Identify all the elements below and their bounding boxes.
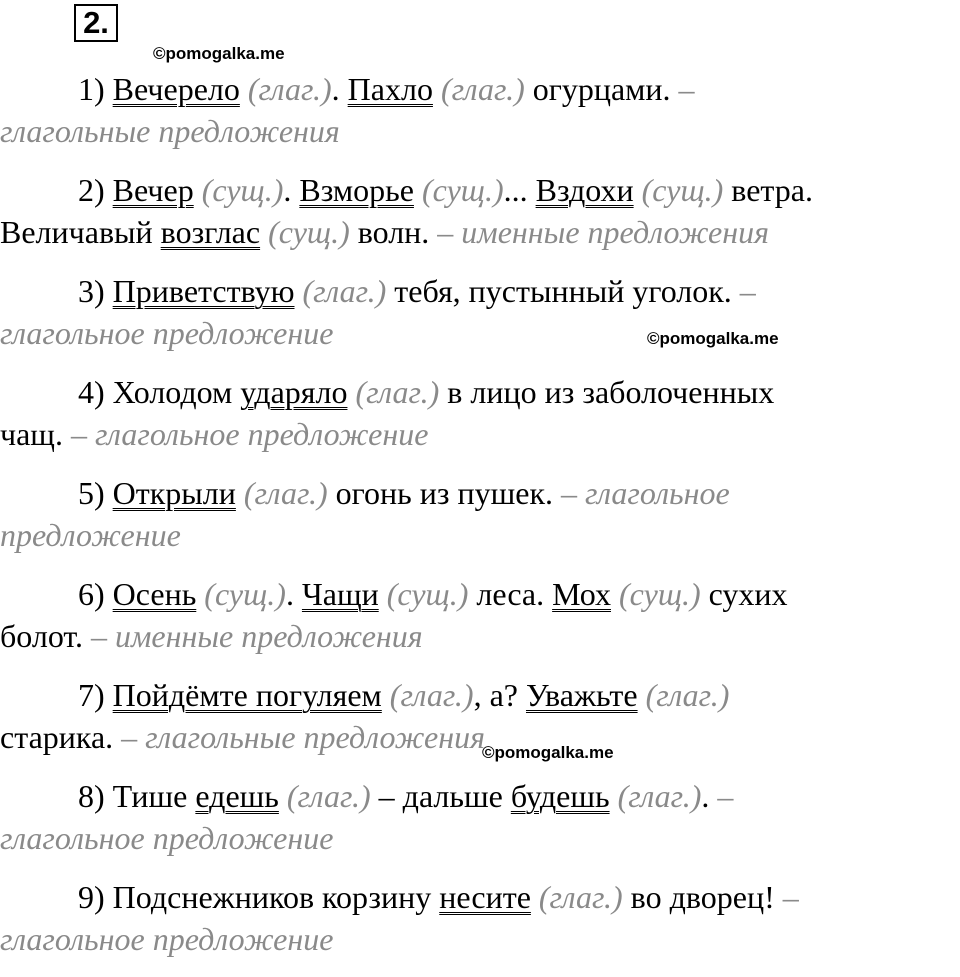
sentence-line (0, 775, 960, 817)
sentence-text: 3) (78, 273, 113, 309)
sentence-text (295, 273, 303, 309)
grammar-annotation: (сущ.) (618, 576, 701, 612)
sentence-text (382, 677, 390, 713)
predicate-word: едешь (195, 778, 279, 814)
grammar-annotation: – (717, 778, 734, 814)
grammar-annotation: (глаг.) (247, 71, 332, 107)
predicate-word: Вздохи (535, 172, 634, 208)
sentence-text (279, 778, 287, 814)
sentence-text (638, 677, 646, 713)
watermark: ©pomogalka.me (153, 44, 285, 63)
sentence-item-4 (0, 371, 960, 455)
grammar-annotation: (глаг.) (286, 778, 371, 814)
sentence-text: Величавый (0, 214, 161, 250)
grammar-annotation: глагольное предложение (0, 820, 334, 856)
grammar-annotation: (глаг.) (355, 374, 440, 410)
sentence-item-6 (0, 573, 960, 657)
predicate-word: Уважьте (525, 677, 638, 713)
task-number: 2. (74, 4, 118, 42)
grammar-annotation: глагольные предложения (0, 113, 340, 149)
grammar-annotation: (глаг.) (302, 273, 387, 309)
sentence-text: леса. (468, 576, 553, 612)
sentence-text: тебя, пустынный уголок. (386, 273, 740, 309)
sentence-text: старика. (0, 719, 122, 755)
grammar-annotation: (сущ.) (641, 172, 724, 208)
sentence-continuation-line (0, 110, 960, 152)
grammar-annotation: (сущ.) (204, 576, 286, 612)
sentence-text: огурцами. (524, 71, 679, 107)
sentence-line (0, 472, 960, 514)
sentence-continuation-line (0, 312, 960, 354)
sentence-text (236, 475, 244, 511)
sentence-text: . (701, 778, 718, 814)
sentence-text (611, 576, 619, 612)
sentence-text: 6) (78, 576, 113, 612)
grammar-annotation: (глаг.) (389, 677, 474, 713)
grammar-annotation: (глаг.) (538, 879, 623, 915)
predicate-word: несите (439, 879, 531, 915)
sentence-continuation-line (0, 514, 960, 556)
watermark: ©pomogalka.me (482, 743, 614, 762)
sentence-text: огонь из пушек. (327, 475, 561, 511)
sentence-text (414, 172, 422, 208)
predicate-word: Пахло (347, 71, 433, 107)
sentence-line (0, 674, 960, 716)
predicate-word: Вечер (112, 172, 194, 208)
sentence-text: , а? (473, 677, 526, 713)
sentence-line (0, 68, 960, 110)
grammar-annotation: (сущ.) (421, 172, 504, 208)
grammar-annotation: – (782, 879, 799, 915)
predicate-word: Мох (552, 576, 611, 612)
sentence-continuation-line (0, 817, 960, 859)
predicate-word: возглас (160, 214, 261, 250)
sentence-text: болот. (0, 618, 91, 654)
sentence-line (0, 270, 960, 312)
sentence-text: ... (503, 172, 536, 208)
predicate-word: Чащи (301, 576, 379, 612)
grammar-annotation: глагольное предложение (0, 921, 334, 957)
sentence-text: во дворец! (622, 879, 783, 915)
sentence-item-9 (0, 876, 960, 960)
sentence-item-2 (0, 169, 960, 253)
sentence-text: чащ. (0, 416, 71, 452)
predicate-word: Вечерело (112, 71, 240, 107)
sentence-text (194, 172, 202, 208)
sentence-line (0, 876, 960, 918)
sentence-continuation-line (0, 211, 960, 253)
sentence-text: ветра. (723, 172, 813, 208)
sentence-continuation-line (0, 615, 960, 657)
grammar-annotation: (глаг.) (440, 71, 525, 107)
sentence-text (379, 576, 387, 612)
grammar-annotation: (глаг.) (645, 677, 730, 713)
sentence-text (531, 879, 539, 915)
sentence-text (610, 778, 618, 814)
sentence-text (240, 71, 248, 107)
sentence-continuation-line (0, 413, 960, 455)
sentence-text: 9) Подснежников корзину (78, 879, 440, 915)
sentence-text: волн. (349, 214, 438, 250)
sentence-text: 1) (78, 71, 113, 107)
sentence-text: 8) Тише (78, 778, 196, 814)
grammar-annotation: предложение (0, 517, 181, 553)
exercise-answers (0, 68, 960, 977)
sentence-item-7 (0, 674, 960, 758)
sentence-text: сухих (700, 576, 788, 612)
grammar-annotation: (глаг.) (243, 475, 328, 511)
sentence-text: 5) (78, 475, 113, 511)
sentence-text: . (283, 172, 300, 208)
grammar-annotation: – глагольное предложение (70, 416, 429, 452)
sentence-line (0, 573, 960, 615)
grammar-annotation: – глагольные предложения (121, 719, 485, 755)
predicate-word: Открыли (112, 475, 236, 511)
sentence-continuation-line (0, 716, 960, 758)
grammar-annotation: – (678, 71, 695, 107)
sentence-text: – дальше (370, 778, 511, 814)
predicate-word: Взморье (299, 172, 414, 208)
sentence-item-1 (0, 68, 960, 152)
sentence-item-3 (0, 270, 960, 354)
grammar-annotation: – глагольное (561, 475, 730, 511)
grammar-annotation: (глаг.) (617, 778, 702, 814)
sentence-text (634, 172, 642, 208)
predicate-word: Осень (112, 576, 197, 612)
sentence-item-8 (0, 775, 960, 859)
sentence-text: 7) (78, 677, 113, 713)
sentence-line (0, 371, 960, 413)
sentence-line (0, 169, 960, 211)
grammar-annotation: – именные предложения (90, 618, 423, 654)
grammar-annotation: – именные предложения (437, 214, 769, 250)
predicate-word: Приветствую (112, 273, 295, 309)
predicate-word: ударяло (240, 374, 348, 410)
sentence-text (433, 71, 441, 107)
predicate-word: будешь (510, 778, 610, 814)
grammar-annotation: – (739, 273, 756, 309)
grammar-annotation: глагольное предложение (0, 315, 334, 351)
grammar-annotation: (сущ.) (386, 576, 469, 612)
sentence-item-5 (0, 472, 960, 556)
predicate-word: Пойдёмте погуляем (112, 677, 382, 713)
sentence-text (260, 214, 268, 250)
sentence-text: 2) (78, 172, 113, 208)
sentence-text: в лицо из заболоченных (439, 374, 775, 410)
sentence-continuation-line (0, 918, 960, 960)
sentence-text: . (285, 576, 302, 612)
sentence-text: 4) Холодом (78, 374, 241, 410)
grammar-annotation: (сущ.) (201, 172, 284, 208)
sentence-text: . (331, 71, 348, 107)
grammar-annotation: (сущ.) (268, 214, 350, 250)
watermark: ©pomogalka.me (647, 329, 779, 348)
